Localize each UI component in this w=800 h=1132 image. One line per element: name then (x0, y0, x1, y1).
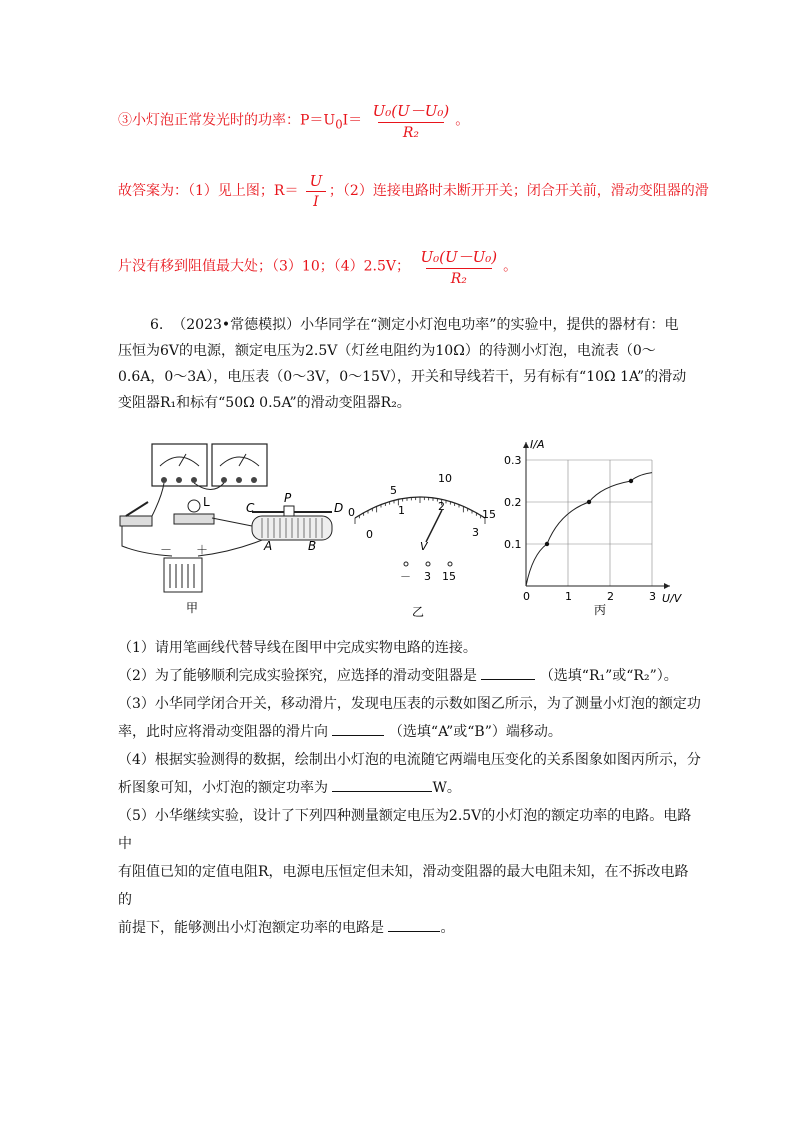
y-tick-label: 0.1 (504, 538, 522, 551)
meter-needle (426, 510, 442, 542)
top-scale-15: 15 (482, 508, 496, 521)
q2-hint: （选填“R₁”或“R₂”）。 (539, 668, 678, 684)
q2 (118, 662, 702, 690)
question-stem (118, 312, 702, 416)
answer-power-eq: ＝ (348, 112, 363, 129)
terminal-minus: － (400, 570, 411, 583)
label-C: C (246, 501, 255, 515)
bottom-scale-1: 1 (398, 504, 405, 517)
stem-line-2: 压恒为6V的电源，额定电压为2.5V（灯丝电阻约为10Ω）的待测小灯泡，电流表（0～ (118, 343, 656, 359)
answer-summary-line-2 (118, 246, 517, 287)
answer-summary-c: 片没有移到阻值最大处；（3）10；（4）2.5V； (118, 258, 411, 275)
q2-blank[interactable] (481, 665, 535, 680)
terminal-15: 15 (442, 570, 456, 583)
data-point (545, 542, 549, 546)
terminal-3: 3 (424, 570, 431, 583)
q4-line-2 (118, 774, 702, 802)
stem-line-1 (118, 312, 702, 338)
bottom-scale-3: 3 (472, 526, 479, 539)
power-fraction-2-denominator: R₂ (426, 268, 492, 287)
answer-summary-a: 故答案为：（1）见上图；R＝ (118, 183, 299, 199)
q1: （1）请用笔画线代替导线在图甲中完成实物电路的连接。 (118, 640, 477, 656)
label-minus: － (160, 543, 173, 557)
x-tick-label: 0 (523, 590, 530, 603)
y-tick-label: 0.3 (504, 454, 522, 467)
q3-blank[interactable] (332, 721, 384, 736)
q4-unit: W。 (432, 780, 461, 796)
power-fraction-2 (417, 246, 500, 287)
label-lamp: L (203, 495, 210, 509)
label-plus: ＋ (196, 543, 209, 557)
q5-blank[interactable] (388, 917, 440, 932)
y-axis-label: I/A (530, 438, 545, 451)
power-fraction-denominator: R₂ (378, 122, 444, 141)
top-scale-0: 0 (348, 506, 355, 519)
resistance-fraction-denominator: I (306, 191, 326, 210)
x-tick-label: 3 (649, 590, 656, 603)
power-fraction-2-numerator: U₀(U－U₀) (420, 248, 498, 266)
answer-power-prefix: ③小灯泡正常发光时的功率：P＝U (118, 112, 336, 129)
power-fraction-numerator: U₀(U－U₀) (372, 102, 450, 120)
answer-summary-end: 。 (503, 258, 518, 275)
x-tick-label: 2 (607, 590, 614, 603)
figure-circuit (112, 436, 352, 616)
label-A: A (264, 539, 273, 553)
answer-power-sub: 0 (335, 117, 343, 132)
q4-line-1: （4）根据实验测得的数据，绘制出小灯泡的电流随它两端电压变化的关系图象如图丙所示，分 (118, 752, 701, 768)
figure-voltmeter (340, 470, 500, 620)
answer-power-mid: I (342, 112, 349, 129)
stem-line-3: 0.6A，0～3A），电压表（0～3V，0～15V），开关和导线若干，另有标有“10Ω 1A”的滑动 (118, 369, 687, 385)
label-P: P (284, 491, 292, 505)
q5-line-2: 有阻值已知的定值电阻R，电源电压恒定但未知，滑动变阻器的最大电阻未知，在不拆改电路的 (118, 864, 689, 908)
bottom-scale-0: 0 (366, 528, 373, 541)
data-point (587, 500, 591, 504)
sub-questions (118, 634, 702, 942)
q3-line-2 (118, 718, 702, 746)
stem-text-1: （2023•常德模拟）小华同学在“测定小灯泡电功率”的实验中，提供的器材有：电 (172, 317, 679, 333)
q5-end: 。 (440, 920, 455, 936)
figure-label-bing: 丙 (594, 603, 607, 617)
resistance-fraction-numerator: U (309, 172, 323, 190)
y-tick-label: 0.2 (504, 496, 522, 509)
bottom-scale-2: 2 (438, 500, 445, 513)
q5-line-1: （5）小华继续实验，设计了下列四种测量额定电压为2.5V的小灯泡的额定功率的电路。电路中 (118, 808, 692, 852)
answer-summary-b: ；（2）连接电路时未断开开关；闭合开关前，滑动变阻器的滑 (328, 183, 709, 199)
answer-power-end: 。 (455, 112, 470, 129)
meter-unit: V (420, 540, 428, 553)
stem-line-4: 变阻器R₁和标有“50Ω 0.5A”的滑动变阻器R₂。 (118, 395, 411, 411)
figure-label-yi: 乙 (412, 605, 425, 619)
q5-text: 前提下，能够测出小灯泡额定功率的电路是 (118, 920, 384, 936)
question-number: 6. (150, 317, 164, 333)
data-point (629, 479, 633, 483)
answer-power-line (118, 100, 469, 141)
label-D: D (334, 501, 344, 515)
iu-curve (526, 473, 652, 586)
answer-summary-line (118, 172, 709, 210)
x-tick-label: 1 (565, 590, 572, 603)
q3-text: 率，此时应将滑动变阻器的滑片向 (118, 724, 328, 740)
q2-text: （2）为了能够顺利完成实验探究，应选择的滑动变阻器是 (118, 668, 477, 684)
q3-hint: （选填“A”或“B”）端移动。 (388, 724, 562, 740)
top-scale-10: 10 (438, 472, 452, 485)
q5-line-3 (118, 914, 702, 942)
q4-text: 析图象可知，小灯泡的额定功率为 (118, 780, 328, 796)
label-B: B (308, 539, 317, 553)
figure-label-jia: 甲 (186, 601, 199, 615)
figure-iu-graph (500, 436, 700, 620)
q3-line-1: （3）小华同学闭合开关，移动滑片，发现电压表的示数如图乙所示，为了测量小灯泡的额定功 (118, 696, 701, 712)
resistance-fraction (306, 172, 326, 210)
x-axis-label: U/V (662, 592, 682, 605)
top-scale-5: 5 (390, 484, 397, 497)
q4-blank[interactable] (332, 777, 432, 792)
power-fraction (370, 100, 453, 141)
